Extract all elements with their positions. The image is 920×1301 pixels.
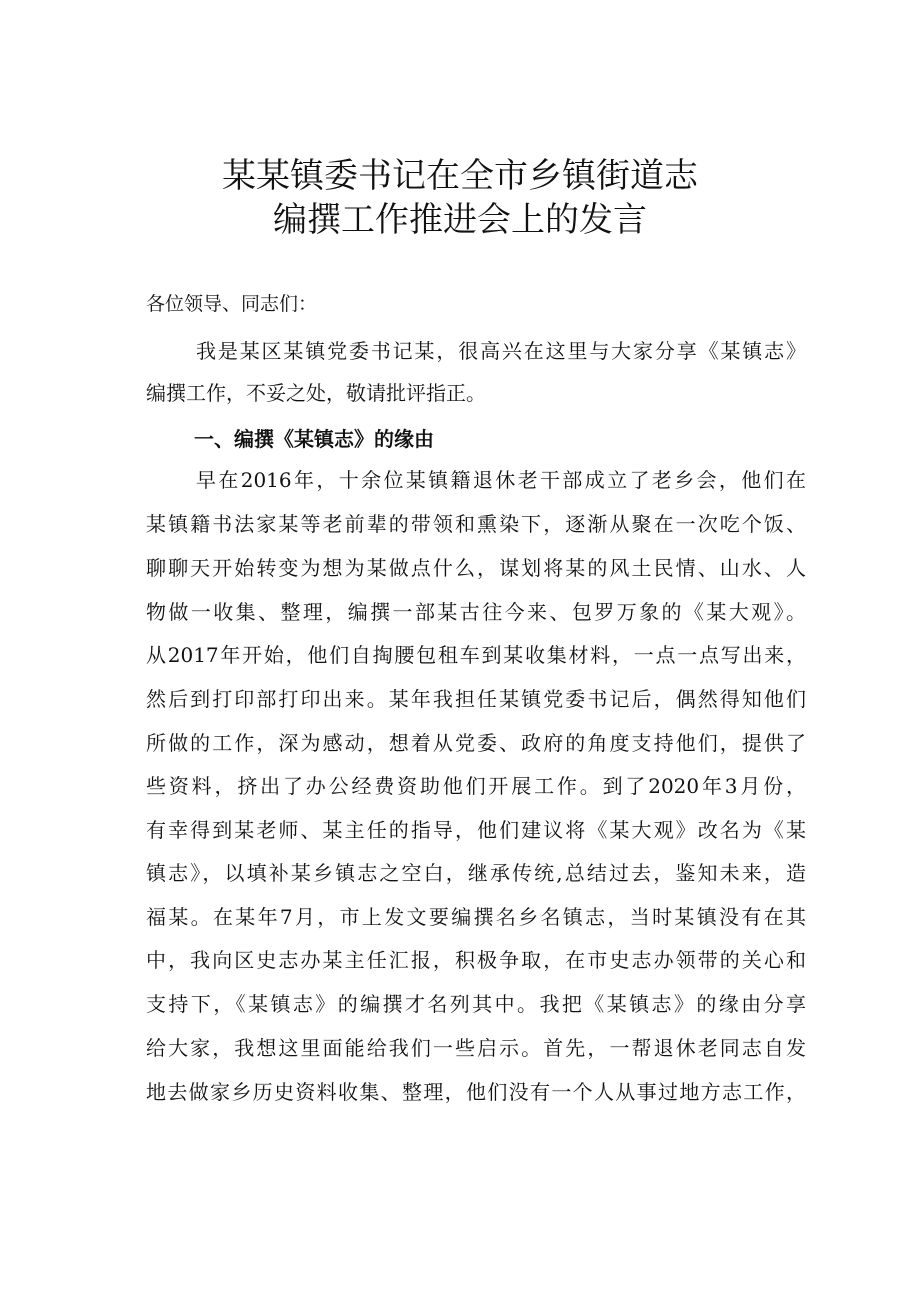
body-line: 早在2016年，十余位某镇籍退休老干部成立了老乡会，他们在 [196, 468, 806, 492]
body-line: 中，我向区史志办某主任汇报，积极争取，在市史志办领带的关心和 [146, 948, 806, 972]
section-heading: 一、编撰《某镇志》的缘由 [194, 427, 434, 451]
body-line: 镇志》，以填补某乡镇志之空白，继承传统,总结过去，鉴知未来，造 [146, 861, 806, 885]
body-line: 从2017年开始，他们自掏腰包租车到某收集材料，一点一点写出来， [146, 643, 806, 667]
body-line: 有幸得到某老师、某主任的指导，他们建议将《某大观》改名为《某 [146, 818, 806, 842]
body-line: 所做的工作，深为感动，想着从党委、政府的角度支持他们，提供了 [146, 731, 806, 755]
body-line: 福某。在某年7月，市上发文要编撰名乡名镇志，当时某镇没有在其 [146, 905, 806, 929]
body-line: 然后到打印部打印出来。某年我担任某镇党委书记后，偶然得知他们 [146, 687, 806, 711]
body-line: 给大家，我想这里面能给我们一些启示。首先，一帮退休老同志自发 [146, 1036, 806, 1060]
body-line: 地去做家乡历史资料收集、整理，他们没有一个人从事过地方志工作， [146, 1080, 806, 1104]
greeting: 各位领导、同志们： [146, 293, 318, 315]
body-line: 些资料，挤出了办公经费资助他们开展工作。到了2020年3月份， [146, 774, 806, 798]
document-title-line-1: 某某镇委书记在全市乡镇街道志 [222, 156, 698, 196]
body-line: 支持下，《某镇志》的编撰才名列其中。我把《某镇志》的缘由分享 [146, 992, 806, 1016]
body-line: 物做一收集、整理，编撰一部某古往今来、包罗万象的《某大观》。 [146, 600, 806, 624]
intro-line: 编撰工作，不妥之处，敬请批评指正。 [146, 381, 486, 405]
body-line: 某镇籍书法家某等老前辈的带领和熏染下，逐渐从聚在一次吃个饭、 [146, 512, 806, 536]
intro-line: 我是某区某镇党委书记某，很高兴在这里与大家分享《某镇志》 [196, 339, 806, 363]
document-title-line-2: 编撰工作推进会上的发言 [273, 200, 647, 240]
body-line: 聊聊天开始转变为想为某做点什么，谋划将某的风土民情、山水、人 [146, 556, 806, 580]
